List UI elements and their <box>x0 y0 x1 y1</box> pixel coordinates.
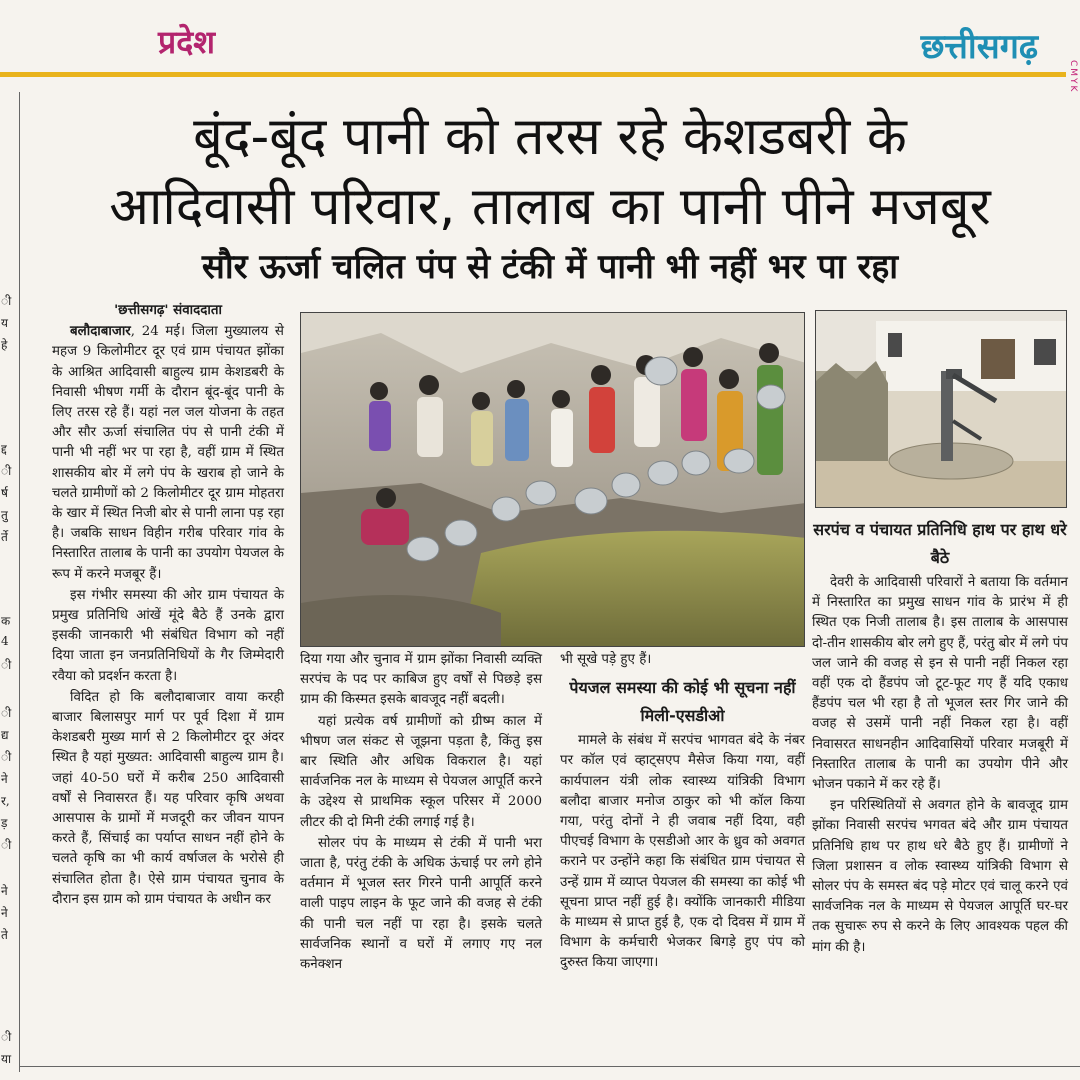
hand-pump-photo-illustration <box>816 311 1067 508</box>
article-paragraph: सोलर पंप के माध्यम से टंकी में पानी भरा जाता है, परंतु टंकी के अधिक ऊंचाई पर लगे होने वर्तमान में भूजल स्तर गिरने पानी आपूर्ति करने वाली पाइप लाइन के फूट जाने की वजह से टंकी की पानी चल नहीं पा रहा है। इसके चलते सार्वजनिक स्थानों व घरों में लगाए गए नल कनेक्शन <box>300 835 542 973</box>
byline: 'छत्तीसगढ़' संवाददाता <box>114 302 222 318</box>
headline-line-1: बूंद-बूंद पानी को तरस रहे केशडबरी के <box>193 107 907 167</box>
article-paragraph: इस गंभीर समस्या की ओर ग्राम पंचायत के प्रमुख प्रतिनिधि आंखें मूंदे बैठे हैं उनके द्वारा इसकी जानकारी भी संबंधित विभाग को नहीं दिया जाता इन जनप्रतिनिधियों के गैर जिम्मेदारी रवैया को प्रदर्शन करता है। <box>52 587 284 684</box>
article-paragraph: देवरी के आदिवासी परिवारों ने बताया कि वर्तमान में निस्तारित का प्रमुख साधन गांव के प्रारंभ में ही स्थित एक निजी तालाब है। इस तालाब के आसपास दो-तीन शासकीय बोर लगे हुए हैं, परंतु बोर में लगे पंप जल जाने की वजह से इन से पानी नहीं निकल रहा वहीं एक दो हैंडपंप जो टूट-फूट गए हैं यदि एकाध हैंडपंप चल भी रहा है तो भूजल स्तर गिर जाने की वजह से उसमें पानी नहीं निकल रहा है। वहीं निवासरत साधनहीन आदिवासियों परिवार मजबूरी में निस्तारित तालाब के पानी का उपयोग पीने और भोजन पकाने में कर रहे हैं। <box>812 575 1068 793</box>
hand-pump-photo <box>815 310 1067 508</box>
strip-fragment: ी <box>1 1030 12 1044</box>
strip-fragment: क <box>1 614 11 628</box>
article-column-3 <box>560 650 805 975</box>
strip-fragment: ते <box>1 928 8 942</box>
article-paragraph: मामले के संबंध में सरपंच भागवत बंदे के नंबर पर कॉल एवं व्हाट्सएप मैसेज किया गया, वहीं कार्यपालन यंत्री लोक स्वास्थ्य यांत्रिकी विभाग बलौदा बाजार मनोज ठाकुर को भी कॉल किया गया, परंतु दोनों ने ही जवाब नहीं दिया, वही पीएचई विभाग के एसडीओ आर के ध्रुव को अवगत कराने पर उन्होंने कहा कि संबंधित ग्राम पंचायत से उन्हें ग्राम में व्याप्त पेयजल की समस्या का कोई भी सूचना प्राप्त नहीं हुई है। क्योंकि जानकारी मीडिया के माध्यम से प्राप्त हुई है, एक दो दिवस में ग्राम में विभाग के कर्मचारी भेजकर बिगड़े हुए पंप को दुरुस्त किया जाएगा। <box>560 733 805 971</box>
strip-fragment: ी <box>1 706 12 720</box>
bottom-rule <box>20 1066 1080 1067</box>
strip-fragment: ी <box>1 838 12 852</box>
section-label: प्रदेश <box>158 23 215 61</box>
strip-fragment: ने <box>1 772 8 786</box>
article-column-2 <box>300 650 542 976</box>
headline-line-2: आदिवासी परिवार, तालाब का पानी पीने मजबूर <box>109 177 991 237</box>
strip-fragment: या <box>1 1052 12 1066</box>
strip-fragment: र, <box>1 794 10 808</box>
article-column-1 <box>52 300 284 911</box>
strip-fragment: 4 <box>1 634 9 648</box>
article-paragraph <box>52 321 284 585</box>
article-paragraph: दिया गया और चुनाव में ग्राम झोंका निवासी व्यक्ति सरपंच के पद पर काबिज हुए वर्षों से पिछड़े इस ग्राम की किस्मत इसके बावजूद नहीं बदली। <box>300 652 542 708</box>
header-rule <box>0 72 1066 77</box>
strip-fragment: ड़ <box>1 816 8 830</box>
state-label: छत्तीसगढ़ <box>920 27 1038 67</box>
article-paragraph: इन परिस्थितियों से अवगत होने के बावजूद ग्राम झोंका निवासी सरपंच भगवत बंदे और ग्राम पंचायत प्रतिनिधि हाथ पर हाथ धरे बैठे हुए हैं। ग्रामीणों ने जिला प्रशासन व लोक स्वास्थ्य यांत्रिकी विभाग से सोलर पंप के समस्त बंद पड़े मोटर एवं चालू करने एवं सार्वजनिक नल के माध्यम से पेयजल आपूर्ति घर-घर तक सुचारू रुप से करने के लिए आवश्यक पहल की मांग की है। <box>812 798 1068 955</box>
subheadline: सौर ऊर्जा चलित पंप से टंकी में पानी भी नहीं भर पा रहा <box>201 247 899 287</box>
adjacent-column-strip <box>0 92 20 1072</box>
strip-fragment: ी <box>1 294 12 308</box>
article-column-4 <box>812 512 1068 959</box>
headline <box>40 102 1060 242</box>
strip-fragment: हे <box>1 338 8 352</box>
article-paragraph: विदित हो कि बलौदाबाजार वाया करही बाजार बिलासपुर मार्ग पर पूर्व दिशा में ग्राम केशडबरी मुख्य मार्ग से 2 किलोमीटर दूर अंदर स्थित है यहां मुख्यत: आदिवासी बाहुल्य ग्राम है। जहां 40-50 घरों में करीब 250 आदिवासी वर्षों से निवासरत हैं। यह परिवार कृषि अथवा आसपास के ग्रामों में मजदूरी कर जीवन यापन करते हैं, सिंचाई का पर्याप्त साधन नहीं होने के चलते कृषि का भी कार्य वर्षाजल के भरोसे ही संचालित होता है। ऐसे ग्राम पंचायत चुनाव के दौरान इस ग्राम को ग्राम पंचायत के अधीन कर <box>52 689 284 907</box>
dateline-text: , 24 मई। जिला मुख्यालय से महज 9 किलोमीटर दूर एवं ग्राम पंचायत झोंका के आश्रित आदिवासी बाहुल्य ग्राम केशडबरी के निवासी भीषण गर्मी के दौरान बूंद-बूंद पानी के लिए तरस रहे हैं। यहां नल जल योजना के तहत और सौर ऊर्जा संचालित पंप से पानी टंकी में पानी भी नहीं भर पा रहा है, वहीं ग्राम में स्थित शासकीय बोर में लगे पंप के खराब हो जाने के चलते ग्रामीणों को 2 किलोमीटर दूर ग्राम मोहतरा के खार में स्थित निजी बोर से पानी लाना पड़ रहा है। जबकि साधन विहीन गरीब परिवार गांव के निस्तारित तालाब के पानी का उपयोग पेयजल के रूप में करने मजबूर हैं। <box>52 324 284 582</box>
registration-marks: CMYK <box>1068 60 1078 94</box>
main-photo-villagers-with-pots <box>300 312 805 647</box>
strip-fragment: द्द <box>1 442 7 456</box>
strip-fragment: द्य <box>1 728 9 742</box>
strip-fragment: र्ष <box>1 486 8 500</box>
strip-fragment: तु <box>1 508 8 522</box>
strip-fragment: ने <box>1 884 8 898</box>
strip-fragment: ी <box>1 658 12 672</box>
strip-fragment: र्ते <box>1 530 8 544</box>
article-paragraph: भी सूखे पड़े हुए हैं। <box>560 652 652 667</box>
strip-fragment: य <box>1 316 8 330</box>
strip-fragment: ी <box>1 750 12 764</box>
subhead-sarpanch: सरपंच व पंचायत प्रतिनिधि हाथ पर हाथ धरे बैठे <box>813 520 1067 567</box>
subhead-sdo: पेयजल समस्या की कोई भी सूचना नहीं मिली-एसडीओ <box>569 678 796 726</box>
strip-fragment: ने <box>1 906 8 920</box>
article-paragraph: यहां प्रत्येक वर्ष ग्रामीणों को ग्रीष्म काल में भीषण जल संकट से जूझना पड़ता है, किंतु इस बार स्थिति और अधिक विकराल है। यहां सार्वजनिक नल के माध्यम से पेयजल आपूर्ति करने के उद्देश्य से प्राथमिक स्कूल परिसर में 2000 लीटर की दो मिनी टंकी लगाई गई है। <box>300 713 542 830</box>
strip-fragment: ी <box>1 464 12 478</box>
villagers-photo-illustration <box>301 313 805 647</box>
dateline-place: बलौदाबाजार <box>70 323 131 340</box>
